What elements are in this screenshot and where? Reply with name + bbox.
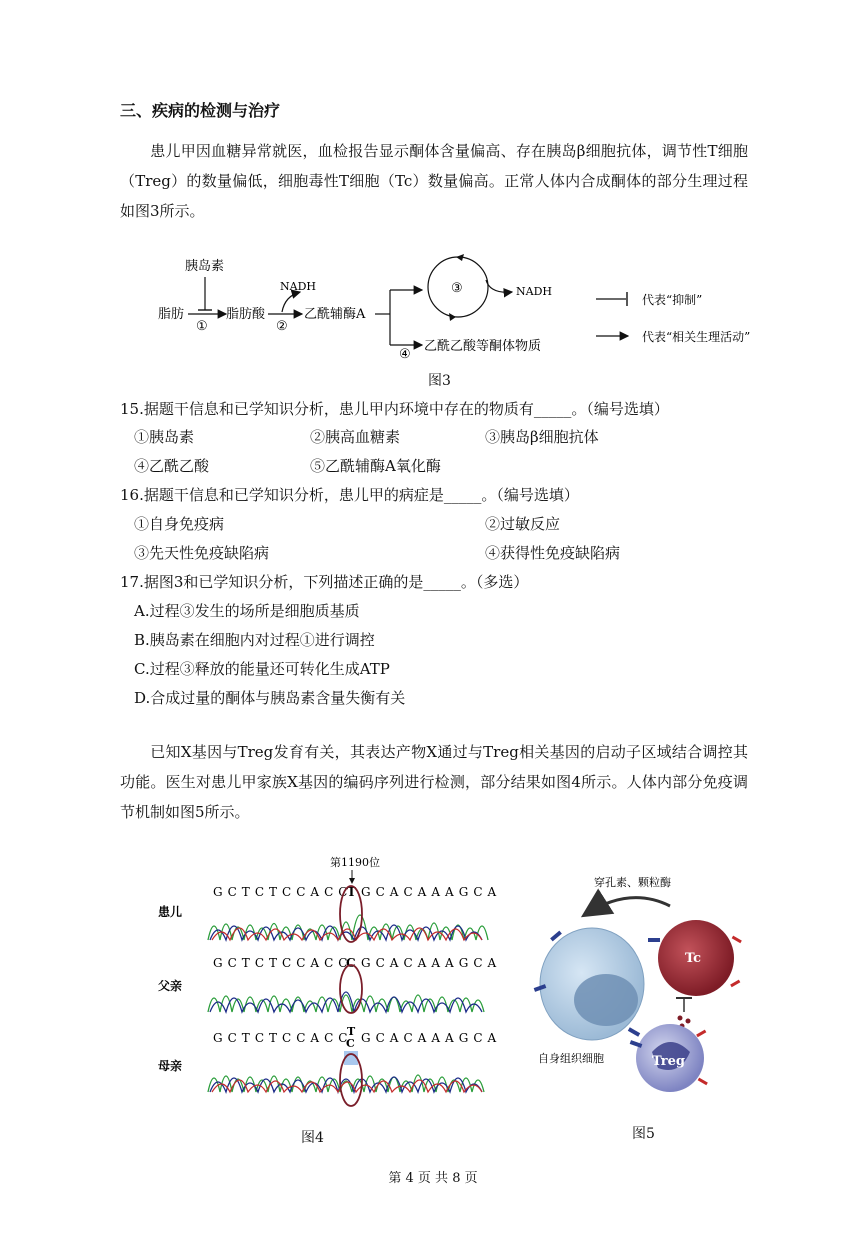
mother-base-bottom: C: [346, 1037, 355, 1050]
figure-3-diagram: [150, 250, 770, 390]
step-1-label: ①: [196, 319, 208, 334]
tc-label: Tc: [685, 951, 702, 966]
figure-5-caption: 图5: [632, 1126, 655, 1142]
q15-option-2: ②胰高血糖素: [310, 428, 401, 446]
child-seq-suffix: G C A C A A A G C A: [361, 885, 497, 899]
child-seq-prefix: G C T C T C C A C C: [213, 885, 349, 899]
figure-4-caption: 图4: [301, 1130, 324, 1146]
step-3-label: ③: [451, 281, 463, 296]
gene-text: 已知X基因与Treg发育有关，其表达产物X通过与Treg相关基因的启动子区域结合调控其功能。医生对患儿甲家族X基因的编码序列进行检测，部分结果如图4所示。人体内部分免疫调节机制如图5所示。: [120, 743, 748, 821]
figure-3-caption: 图3: [428, 373, 451, 389]
question-17-stem: 17.据图3和已学知识分析，下列描述正确的是_____。（多选）: [120, 573, 529, 591]
q16-option-2: ②过敏反应: [485, 515, 561, 533]
insulin-label: 胰岛素: [185, 259, 225, 274]
nadh-label-2: NADH: [516, 285, 552, 298]
q15-option-4: ④乙酰乙酸: [134, 457, 210, 475]
q16-option-4: ④获得性免疫缺陷病: [485, 544, 621, 562]
fat-label: 脂肪: [158, 307, 185, 322]
section-title: 三、疾病的检测与治疗: [120, 101, 281, 120]
mother-seq-suffix: G C A C A A A G C A: [361, 1031, 497, 1045]
self-cell-label: 自身组织细胞: [538, 1052, 604, 1065]
page-footer: 第 4 页 共 8 页: [388, 1171, 478, 1186]
fatty-acid-label: 脂肪酸: [226, 307, 266, 322]
mother-seq-prefix: G C T C T C C A C C: [213, 1031, 349, 1045]
question-15-stem: 15.据题干信息和已学知识分析，患儿甲内环境中存在的物质有_____。（编号选填）: [120, 400, 669, 418]
q17-option-b: B.胰岛素在细胞内对过程①进行调控: [134, 631, 375, 649]
father-seq-prefix: G C T C T C C A C C: [213, 956, 349, 970]
gene-paragraph: [120, 737, 748, 827]
label-mother: 母亲: [158, 1059, 183, 1073]
child-base: T: [347, 885, 356, 899]
q17-option-a: A.过程③发生的场所是细胞质基质: [134, 602, 360, 620]
q15-option-5: ⑤乙酰辅酶A氧化酶: [310, 457, 441, 475]
fig5-arrow-label: 穿孔素、颗粒酶: [594, 876, 671, 889]
nadh-label-1: NADH: [280, 280, 316, 293]
position-label: 第1190位: [330, 856, 380, 869]
legend-inhibit: 代表“抑制”: [642, 293, 703, 307]
acetyl-coa-label: 乙酰辅酶A: [304, 307, 366, 322]
question-16-stem: 16.据题干信息和已学知识分析，患儿甲的病症是_____。（编号选填）: [120, 486, 579, 504]
treg-label: Treg: [652, 1054, 685, 1069]
step-2-label: ②: [276, 319, 288, 334]
q17-option-d: D.合成过量的酮体与胰岛素含量失衡有关: [134, 689, 406, 707]
legend-activity: 代表“相关生理活动”: [642, 330, 751, 344]
father-seq-suffix: G C A C A A A G C A: [361, 956, 497, 970]
figure-5-immune-diagram: [520, 872, 770, 1112]
q17-option-c: C.过程③释放的能量还可转化生成ATP: [134, 660, 390, 678]
father-base: C: [346, 956, 356, 970]
q15-option-1: ①胰岛素: [134, 428, 195, 446]
q16-option-3: ③先天性免疫缺陷病: [134, 544, 270, 562]
ketone-label: 乙酰乙酸等酮体物质: [424, 339, 542, 354]
intro-text: 患儿甲因血糖异常就医，血检报告显示酮体含量偏高、存在胰岛β细胞抗体，调节性T细胞（Treg）的数量偏低，细胞毒性T细胞（Tc）数量偏高。正常人体内合成酮体的部分生理过程如图3所示。: [120, 142, 748, 220]
q16-option-1: ①自身免疫病: [134, 515, 225, 533]
label-child: 患儿: [158, 905, 183, 919]
step-4-label: ④: [399, 347, 411, 362]
q15-option-3: ③胰岛β细胞抗体: [485, 428, 599, 446]
mother-base-top: T: [347, 1025, 356, 1038]
figure-4-sequencing: [150, 852, 510, 1124]
label-father: 父亲: [158, 979, 183, 993]
intro-paragraph: [120, 136, 748, 226]
chromatogram-father: [208, 965, 484, 1013]
